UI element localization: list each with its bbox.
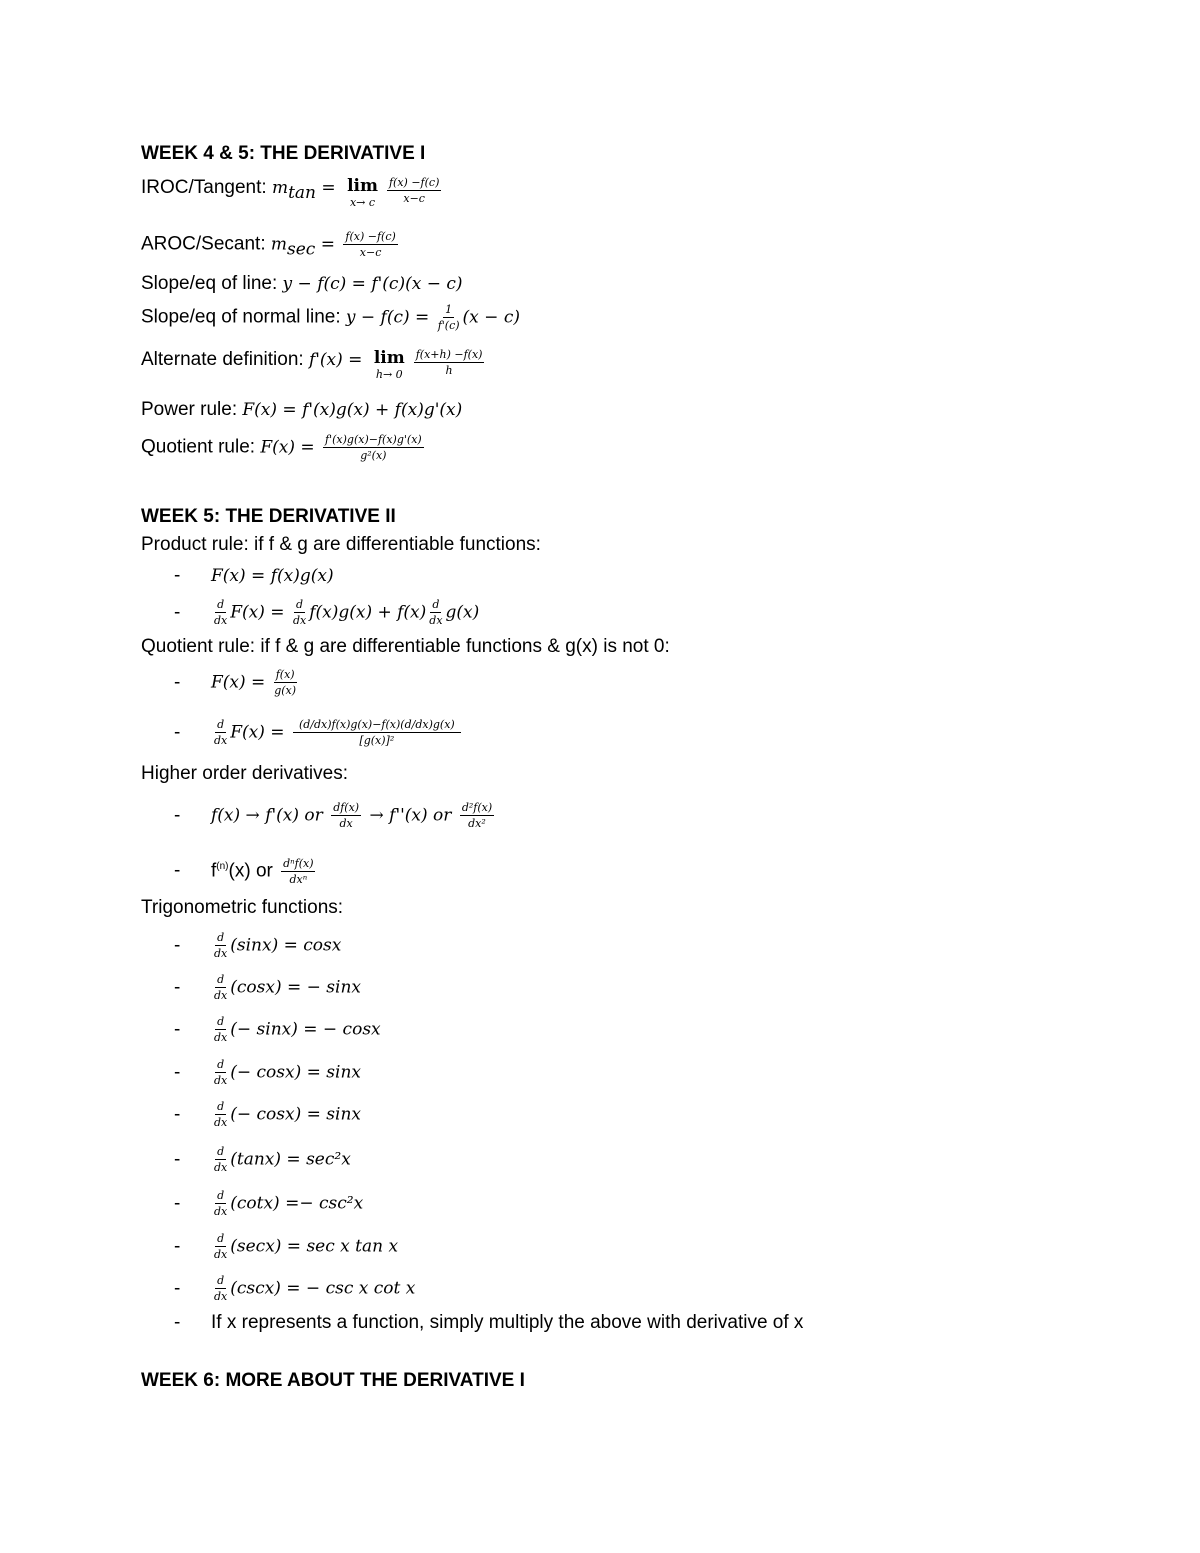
d-num: d	[217, 1189, 225, 1202]
d-den: dx	[214, 947, 228, 960]
higher-1-frac2	[460, 801, 494, 830]
alt-fraction	[414, 348, 485, 377]
dash: -	[174, 1103, 181, 1125]
iroc-lim-under: x→ c	[349, 196, 376, 209]
d-num: d	[217, 718, 225, 731]
trig-item	[174, 1100, 361, 1129]
normal-numerator: 1	[445, 303, 453, 316]
quotient-rule-line	[141, 433, 427, 462]
product-eq-2b: f(x)g(x) + f(x)	[309, 602, 427, 623]
dash: -	[174, 860, 181, 882]
aroc-equals: =	[315, 234, 341, 255]
higher-2-den: dxⁿ	[289, 872, 308, 886]
higher-1-den1: dx	[339, 817, 353, 830]
iroc-numerator: f(x) −f(c)	[388, 176, 440, 189]
higher-1-num1: df(x)	[333, 801, 360, 814]
alt-lhs: f'(x) =	[308, 350, 368, 370]
power-label: Power rule:	[141, 399, 243, 420]
quotient-1-den: g(x)	[274, 684, 297, 697]
quotient-1-num: f(x)	[275, 668, 295, 681]
alt-lim-word: lim	[373, 348, 405, 368]
quot-denominator: g²(x)	[360, 449, 387, 462]
normal-lhs: y − f(c) =	[345, 307, 435, 328]
dash: -	[174, 565, 181, 586]
d-den: dx	[429, 614, 443, 627]
product-eq-2c: g(x)	[445, 602, 480, 623]
d-den: dx	[214, 614, 228, 627]
aroc-label: AROC/Secant:	[141, 233, 271, 255]
trig-item	[174, 973, 361, 1002]
quotient-2-den: [g(x)]²	[359, 734, 395, 747]
quotient-2-fraction	[293, 718, 461, 747]
dash: -	[174, 721, 181, 743]
trig-equation: (sinx) = cosx	[230, 935, 342, 956]
quotient-rule-item-2	[174, 718, 464, 747]
alt-lim-under: h→ 0	[375, 368, 403, 381]
trig-item	[174, 1058, 361, 1087]
dash: -	[174, 976, 181, 998]
higher-2-f: f	[211, 860, 217, 882]
product-rule-intro: Product rule: if f & g are differentiable functions:	[141, 534, 541, 555]
iroc-label: IROC/Tangent:	[141, 177, 272, 198]
d-dx	[214, 1015, 227, 1044]
higher-1-den2: dx²	[468, 817, 486, 830]
dash: -	[174, 1192, 181, 1214]
aroc-numerator: f(x) −f(c)	[345, 230, 396, 243]
trig-equation: (tanx) = sec²x	[230, 1149, 351, 1170]
product-rule-item-1	[174, 564, 334, 588]
power-rule-line	[141, 398, 462, 422]
trig-item	[174, 1274, 415, 1303]
trig-item	[174, 1145, 351, 1174]
iroc-line	[141, 176, 444, 210]
d-num: d	[217, 973, 225, 986]
trig-note-item	[174, 1311, 803, 1335]
d-dx	[293, 598, 306, 627]
iroc-lhs: m	[271, 178, 289, 198]
trig-note: If x represents a function, simply multiply the above with derivative of x	[211, 1312, 804, 1333]
trig-equation: (cotx) =− csc²x	[230, 1193, 364, 1214]
trig-item	[174, 1015, 381, 1044]
slope-equation: y − f(c) = f'(c)(x − c)	[282, 274, 463, 294]
alt-numerator: f(x+h) −f(x)	[415, 348, 483, 361]
higher-order-item-2	[174, 855, 318, 886]
quot-label: Quotient rule:	[141, 436, 261, 458]
aroc-denominator: x−c	[359, 246, 382, 259]
d-num: d	[217, 1145, 225, 1158]
quotient-rule-intro: Quotient rule: if f & g are differentiable functions & g(x) is not 0:	[141, 636, 670, 657]
trig-item	[174, 1232, 398, 1261]
dash: -	[174, 671, 181, 693]
d-num: d	[217, 931, 225, 944]
higher-1-frac1	[331, 801, 361, 830]
d-den: dx	[214, 1116, 228, 1129]
higher-order-intro: Higher order derivatives:	[141, 763, 348, 784]
quotient-2-num: (d/dx)f(x)g(x)−f(x)(d/dx)g(x)	[293, 718, 461, 733]
higher-2-x: (x) or	[228, 860, 279, 882]
power-equation: F(x) = f'(x)g(x) + f(x)g'(x)	[242, 400, 463, 420]
higher-1-num2: d²f(x)	[461, 801, 493, 814]
quot-lhs: F(x) =	[260, 437, 321, 458]
aroc-fraction	[343, 230, 397, 259]
trig-equation: (cosx) = − sinx	[230, 977, 361, 998]
normal-denominator: f'(c)	[437, 319, 460, 332]
normal-label: Slope/eq of normal line:	[141, 306, 346, 328]
product-rule-item-2	[174, 598, 479, 627]
d-dx	[214, 718, 227, 747]
alt-denominator: h	[445, 364, 453, 377]
d-den: dx	[292, 614, 307, 627]
quot-fraction	[323, 433, 424, 462]
d-num: d	[217, 1015, 225, 1028]
d-num: d	[217, 1100, 225, 1113]
d-dx	[429, 598, 442, 627]
d-num: d	[217, 1274, 225, 1287]
d-dx	[214, 1145, 227, 1174]
trig-item	[174, 1189, 363, 1218]
section-title-week-6: WEEK 6: MORE ABOUT THE DERIVATIVE I	[141, 1370, 525, 1391]
d-den: dx	[214, 1161, 228, 1174]
iroc-denominator: x−c	[403, 192, 425, 205]
d-num: d	[296, 598, 304, 611]
d-den: dx	[214, 1074, 228, 1087]
higher-2-n: (n)	[216, 861, 229, 872]
d-dx	[214, 1232, 227, 1261]
normal-fraction	[438, 303, 460, 332]
d-den: dx	[214, 1205, 228, 1218]
d-num: d	[217, 1058, 225, 1071]
dash: -	[174, 1277, 181, 1299]
trig-equation: (− sinx) = − cosx	[230, 1019, 381, 1040]
trig-equation: (secx) = sec x tan x	[230, 1236, 399, 1257]
quotient-2-lhs: F(x) =	[230, 722, 290, 743]
alt-label: Alternate definition:	[141, 349, 309, 370]
d-dx	[214, 973, 227, 1002]
d-dx	[214, 1100, 227, 1129]
dash: -	[174, 1235, 181, 1257]
alt-limit	[374, 348, 405, 382]
iroc-fraction	[387, 176, 441, 205]
trig-item	[174, 931, 341, 960]
iroc-lim-word: lim	[347, 176, 378, 196]
dash: -	[174, 804, 181, 826]
normal-line	[141, 303, 520, 332]
d-dx	[214, 1058, 227, 1087]
aroc-line	[141, 230, 401, 261]
iroc-limit	[347, 176, 378, 210]
dash: -	[174, 934, 181, 956]
dash: -	[174, 1061, 181, 1083]
alternate-definition-line	[141, 348, 487, 382]
dash: -	[174, 1148, 181, 1170]
slope-line	[141, 272, 463, 296]
product-eq-2a: F(x) =	[230, 602, 290, 623]
d-dx	[214, 598, 227, 627]
dash: -	[174, 601, 181, 623]
quotient-1-lhs: F(x) =	[211, 672, 271, 693]
d-den: dx	[214, 1248, 228, 1261]
quot-numerator: f'(x)g(x)−f(x)g'(x)	[325, 433, 422, 446]
trig-intro: Trigonometric functions:	[141, 897, 344, 918]
iroc-equals: =	[316, 178, 342, 198]
section-title-week-5: WEEK 5: THE DERIVATIVE II	[141, 506, 396, 527]
d-den: dx	[214, 989, 228, 1002]
trig-equation: (− cosx) = sinx	[230, 1104, 361, 1125]
slope-label: Slope/eq of line:	[141, 273, 283, 294]
d-num: d	[217, 1232, 225, 1245]
d-den: dx	[214, 1290, 228, 1303]
trig-equation: (− cosx) = sinx	[230, 1062, 361, 1083]
section-title-week-4-5: WEEK 4 & 5: THE DERIVATIVE I	[141, 143, 426, 164]
higher-1b: → f''(x) or	[364, 805, 457, 826]
quotient-1-fraction	[274, 668, 297, 697]
higher-2-num: dⁿf(x)	[283, 856, 314, 870]
dash: -	[174, 1312, 181, 1333]
d-dx	[214, 1189, 227, 1218]
normal-rhs: (x − c)	[462, 307, 520, 328]
trig-equation: (cscx) = − csc x cot x	[230, 1278, 416, 1299]
d-den: dx	[214, 1031, 228, 1044]
aroc-lhs: m	[270, 234, 288, 255]
d-den: dx	[214, 734, 228, 747]
d-num: d	[432, 598, 440, 611]
dash: -	[174, 1018, 181, 1040]
iroc-sub: tan	[288, 182, 316, 203]
higher-order-item-1	[174, 801, 497, 830]
higher-1a: f(x) → f'(x) or	[211, 805, 329, 826]
quotient-rule-item-1	[174, 668, 300, 697]
d-num: d	[217, 598, 225, 611]
d-dx	[214, 931, 227, 960]
higher-2-frac	[281, 857, 315, 886]
d-dx	[214, 1274, 227, 1303]
aroc-sub: sec	[287, 239, 316, 260]
product-eq-1: F(x) = f(x)g(x)	[211, 566, 334, 586]
